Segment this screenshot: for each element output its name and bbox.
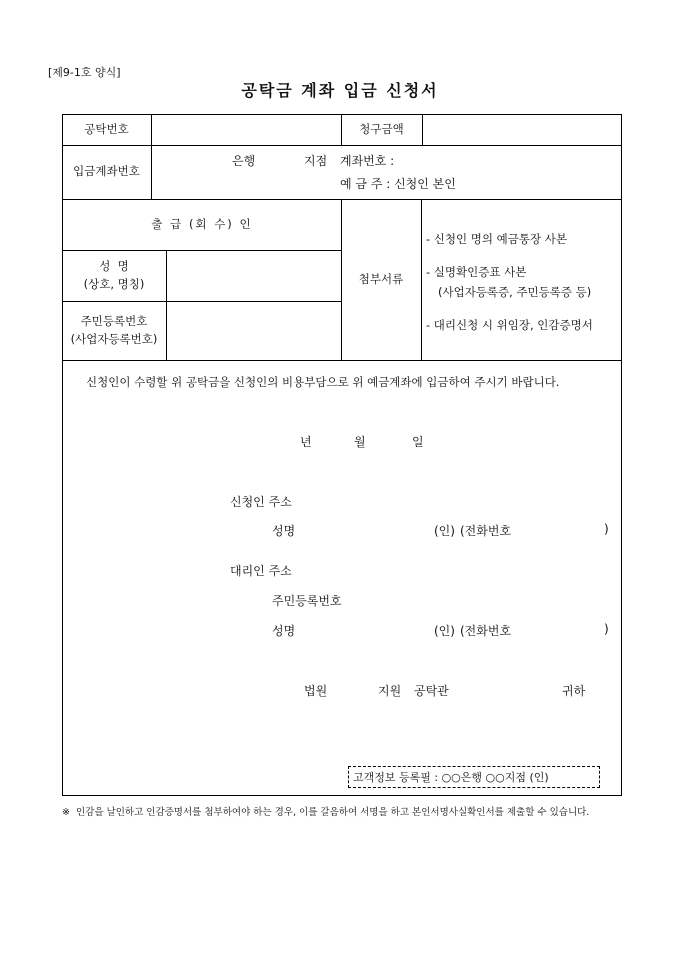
claim-amount-field[interactable] bbox=[423, 114, 622, 145]
applicant-seal: (인) bbox=[434, 524, 455, 538]
customer-info-box: 고객정보 등록필 : ○○은행 ○○지점 (인) bbox=[348, 766, 600, 788]
account-holder: 예 금 주 : 신청인 본인 bbox=[340, 177, 456, 191]
bank-label: 은행 bbox=[232, 154, 256, 168]
deposit-number-field[interactable] bbox=[152, 114, 341, 145]
attachment-item: (사업자등록증, 주민등록증 등) bbox=[438, 285, 592, 299]
id-number-field[interactable] bbox=[167, 301, 341, 360]
withdrawer-header: 출 급 (회 수) 인 bbox=[151, 216, 253, 231]
attachment-item: - 실명확인증표 사본 bbox=[426, 265, 527, 279]
deposit-number-label: 공탁번호 bbox=[84, 121, 129, 136]
attachments-label: 첨부서류 bbox=[358, 271, 404, 286]
footnote-mark: ※ bbox=[62, 807, 70, 818]
row-divider bbox=[62, 360, 622, 361]
name-label bbox=[62, 250, 166, 301]
applicant-name-label: 성명 bbox=[272, 524, 296, 538]
col-divider bbox=[421, 199, 422, 360]
honorific: 귀하 bbox=[562, 684, 586, 698]
claim-amount-label: 청구금액 bbox=[359, 121, 404, 136]
date-month: 월 bbox=[354, 435, 366, 449]
court-label: 법원 bbox=[304, 684, 328, 698]
form-number: [제9-1호 양식] bbox=[48, 66, 121, 79]
branch-label: 지점 bbox=[304, 154, 328, 168]
agent-phone-label: (전화번호 bbox=[460, 624, 512, 638]
account-number-label: 입금계좌번호 bbox=[73, 164, 140, 179]
applicant-phone-label: (전화번호 bbox=[460, 524, 512, 538]
name-label-line2: (상호, 명칭) bbox=[83, 276, 145, 291]
account-number-prefix: 계좌번호 : bbox=[340, 154, 395, 168]
branch-court-label: 지원 bbox=[378, 684, 402, 698]
request-text: 신청인이 수령할 위 공탁금을 신청인의 비용부담으로 위 예금계좌에 입금하여 주시기 바랍니다. bbox=[86, 375, 560, 389]
agent-phone-close: ) bbox=[604, 622, 609, 636]
attachment-item: - 신청인 명의 예금통장 사본 bbox=[426, 232, 567, 246]
agent-id-label: 주민등록번호 bbox=[272, 594, 342, 608]
applicant-address-label: 신청인 주소 bbox=[230, 495, 292, 509]
name-field[interactable] bbox=[167, 250, 341, 301]
agent-address-label: 대리인 주소 bbox=[230, 564, 292, 578]
attachment-item: - 대리신청 시 위임장, 인감증명서 bbox=[426, 318, 593, 332]
footnote bbox=[62, 806, 628, 820]
id-number-label bbox=[62, 301, 166, 360]
agent-name-label: 성명 bbox=[272, 624, 296, 638]
id-label-line1: 주민등록번호 bbox=[80, 314, 148, 329]
footnote-text: 인감을 날인하고 인감증명서를 첨부하여야 하는 경우, 이를 갈음하여 서명을 하고 본인서명사실확인서를 제출할 수 있습니다. bbox=[76, 807, 590, 818]
date-day: 일 bbox=[412, 435, 424, 449]
agent-seal: (인) bbox=[434, 624, 455, 638]
page-title: 공탁금 계좌 입금 신청서 bbox=[241, 81, 439, 100]
applicant-phone-close: ) bbox=[604, 522, 609, 536]
date-year: 년 bbox=[300, 435, 312, 449]
id-label-line2: (사업자등록번호) bbox=[70, 331, 158, 346]
officer-label: 공탁관 bbox=[414, 684, 449, 698]
name-label-line1: 성 명 bbox=[99, 259, 129, 274]
